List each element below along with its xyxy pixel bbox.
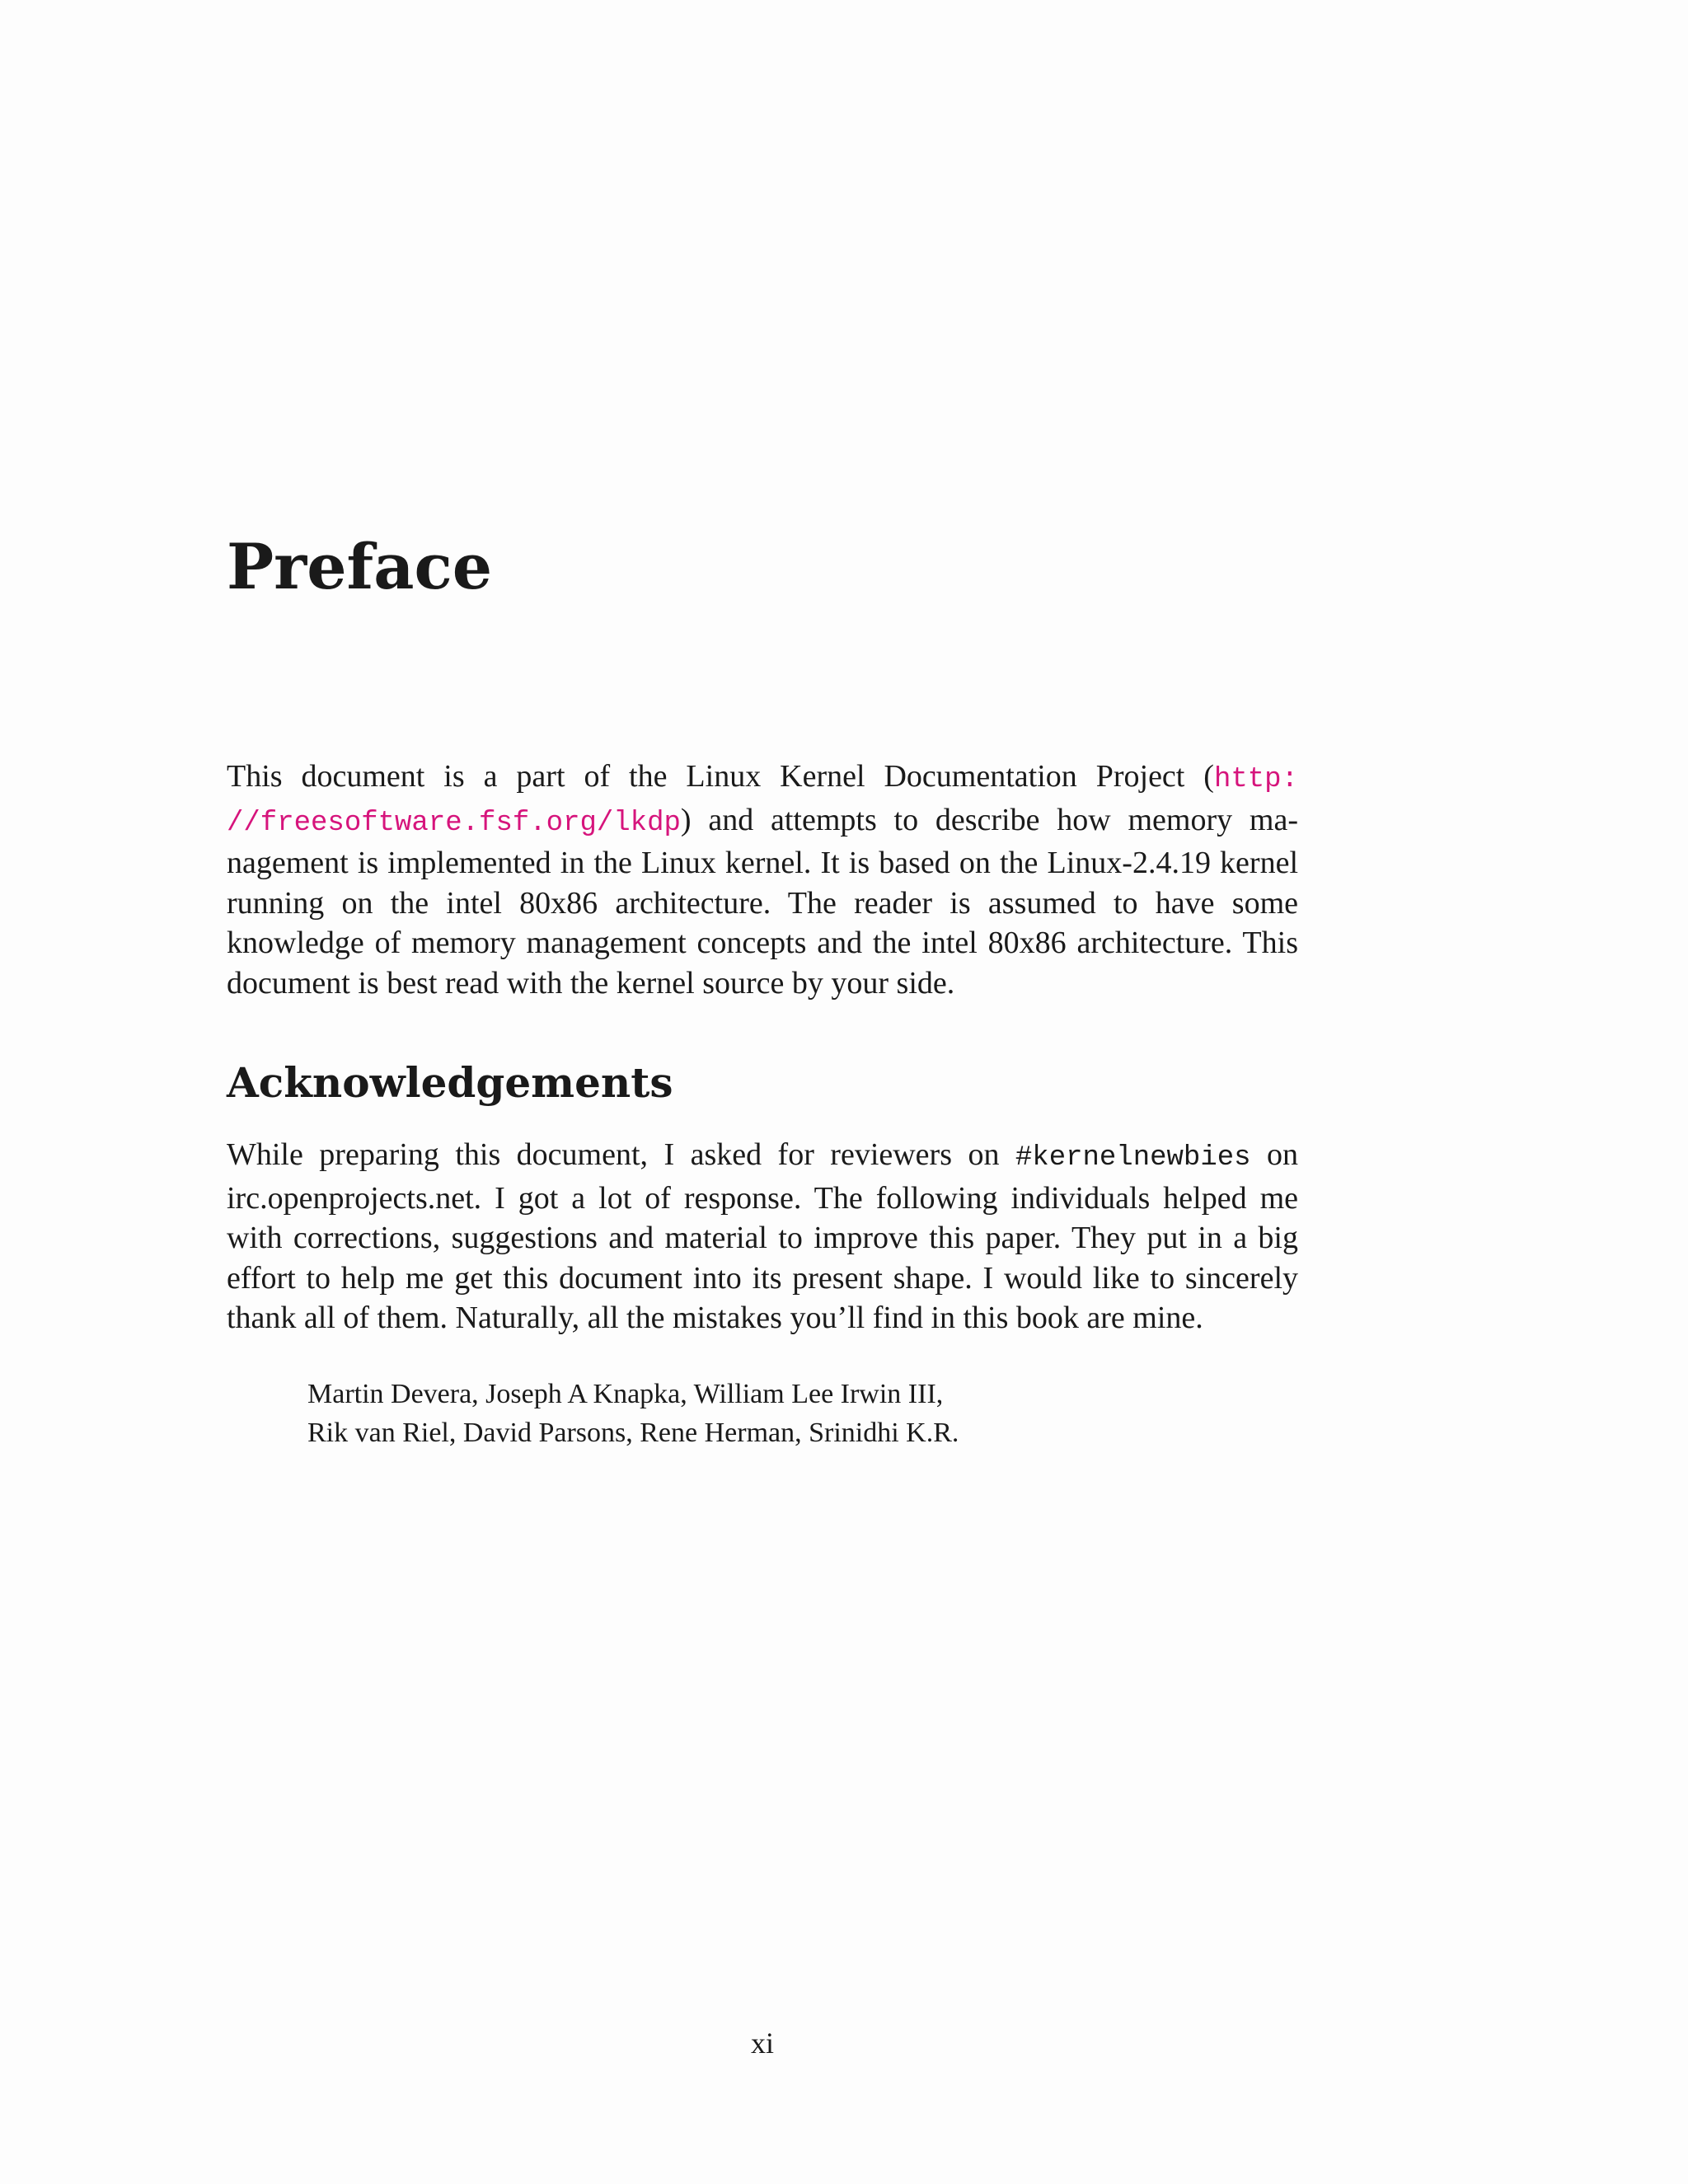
lkdp-link-part2: //freesoftware.fsf.org/lkdp <box>227 807 681 839</box>
ack-text-start: While preparing this document, I asked for reviewers on <box>227 1137 1015 1172</box>
intro-text-start: This document is a part of the Linux Kernel Documentation Project ( <box>227 759 1214 794</box>
lkdp-link-part1: http: <box>1213 764 1298 795</box>
reviewer-names-line-2: Rik van Riel, David Parsons, Rene Herman, Srinidhi K.R. <box>307 1417 959 1448</box>
irc-channel: #kernelnewbies <box>1015 1142 1251 1174</box>
ack-text-end: on irc.openprojects.net. I got a lot of response. The following individuals helped me with corrections, suggestions and material to improve this paper. They put in a big effort to help me get this document into its present shape. I would like to sincerely thank all of them. Naturally, all the mistakes you’ll find in this book are mine. <box>227 1137 1298 1335</box>
reviewer-names-line-1: Martin Devera, Joseph A Knapka, William Lee Irwin III, <box>307 1378 944 1409</box>
page-content <box>227 530 1298 1452</box>
acknowledgements-paragraph <box>227 1135 1298 1338</box>
page-number: xi <box>750 2027 774 2060</box>
reviewer-names <box>307 1375 1298 1452</box>
intro-text-end: ) and attempts to describe how memory management is implemented in the Linux kernel. It is based on the Linux-2.4.19 kernel running on the intel 80x86 architecture. The reader is assumed to have some knowledge of memory management concepts and the intel 80x86 architecture. This document is best read with the kernel source by your side. <box>227 802 1298 1001</box>
intro-paragraph <box>227 757 1298 1003</box>
chapter-title: Preface <box>227 530 493 603</box>
acknowledgements-heading: Acknowledgements <box>227 1058 673 1107</box>
